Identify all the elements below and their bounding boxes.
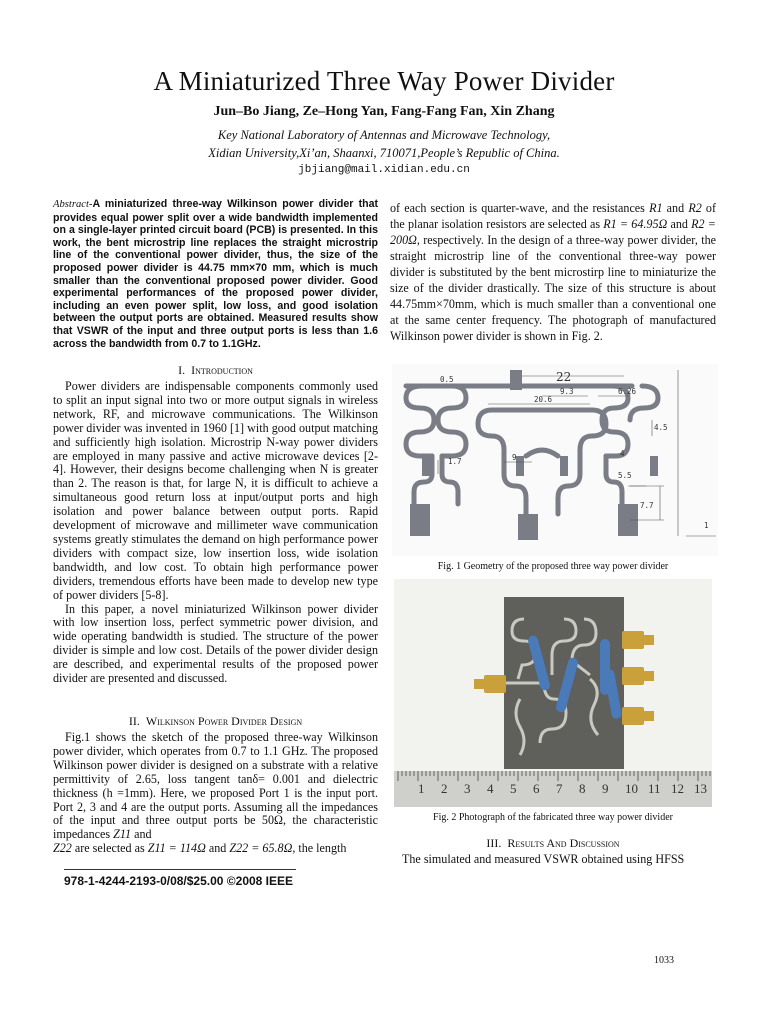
ruler — [394, 777, 712, 799]
r1-value: R1 = 64.95Ω — [603, 217, 668, 231]
section-title: Results And Discussion — [507, 836, 620, 850]
section-heading-design — [53, 714, 378, 729]
design-body — [53, 731, 378, 856]
design-paragraph-1-cont — [53, 842, 378, 856]
right-text-b: of the planar isolation resistors are selected as — [390, 201, 716, 231]
z22-symbol: Z22 — [53, 841, 72, 856]
and-word: and — [134, 827, 152, 842]
results-body — [390, 853, 716, 867]
dim-label: 4.5 — [654, 423, 668, 432]
and-word-2: and — [670, 217, 688, 231]
dim-label: 1 — [704, 521, 709, 530]
right-column-text — [390, 200, 716, 344]
affiliation-line-2: Xidian University,Xi’an, Shaanxi, 710071,People’s Republic of China. — [208, 146, 560, 160]
right-text-a: of each section is quarter-wave, and the resistances — [390, 201, 645, 215]
section-title: Introduction — [191, 363, 253, 377]
ruler-number: 9 — [602, 781, 609, 796]
dim-label: 5.5 — [618, 471, 632, 480]
dim-label: 4 — [620, 449, 625, 458]
dim-label: 6.26 — [618, 387, 637, 396]
page-number: 1033 — [654, 955, 674, 966]
and-word: and — [666, 201, 685, 215]
footer-rule — [64, 869, 296, 870]
section-number: II. — [128, 714, 140, 728]
z22-value: Z22 = 65.8Ω — [229, 841, 293, 856]
design-tail: , the length — [292, 841, 347, 856]
ruler-number: 10 — [625, 781, 638, 796]
section-number: III. — [486, 836, 502, 850]
dim-label: 1.7 — [448, 457, 462, 466]
design-paragraph-1 — [53, 731, 378, 842]
intro-paragraph-2: In this paper, a novel miniaturized Wilkinson power divider with low insertion loss, perfect symmetric power division, and wide operating bandwidth is studied. The structure of the power divider is simple and low cost. Details of the power divider design are described, and experimental results of the proposed power divider are presented and discussed. — [53, 601, 378, 686]
r2-value: R2 = 200Ω — [390, 217, 716, 247]
selected-as: are selected as — [74, 841, 145, 856]
ruler-number: 12 — [671, 781, 684, 796]
z11-symbol: Z11 — [113, 827, 132, 842]
dim-label: 7.7 — [640, 501, 654, 510]
ruler-number: 7 — [556, 781, 563, 796]
figure-2-photograph — [394, 579, 712, 807]
design-text: Fig.1 shows the sketch of the proposed three-way Wilkinson power divider, which operates from 0.7 to 1.1 GHz. The proposed Wilkinson power divider is designed on a substrate with a relative permittivity of 2.65, loss tangent tanδ= 0.001 and dielectric thickness (h =1mm). Here, we proposed Port 1 is the input port. Port 2, 3 and 4 are the output ports. Assuming all the impedances of the input and three output ports be 50Ω, the characteristic impedances — [53, 730, 378, 842]
dim-label: 20.6 — [534, 395, 553, 404]
abstract — [53, 198, 378, 350]
abstract-lead: Abstract- — [53, 199, 93, 210]
authors: Jun–Bo Jiang, Ze–Hong Yan, Fang-Fang Fan, Xin Zhang — [213, 104, 555, 119]
affiliation-line-1: Key National Laboratory of Antennas and Microwave Technology, — [217, 128, 551, 142]
right-paragraph-1 — [390, 200, 716, 344]
paper-title: A Miniaturized Three Way Power Divider — [153, 66, 615, 96]
ieee-copyright: 978-1-4244-2193-0/08/$25.00 ©2008 IEEE — [64, 874, 294, 888]
ruler-number: 8 — [579, 781, 586, 796]
abstract-body: A miniaturized three-way Wilkinson power divider that provides equal power split over a wide bandwidth implemented on a single-layer printed circuit board (PCB) is presented. In this work, the bent microstrip line replaces the straight microstrip line of the conventional power divider, thus, the size of the proposed power divider is 44.75 mm×70 mm, which is much smaller than the conventional proposed power divider. Good experimental performances of the proposed power divider, including an even power split, low loss, and good isolation between the output ports are obtained. Measured results show that VSWR of the input and three output ports is less than 1.6 across the bandwidth from 0.7 to 1.1GHz. — [53, 198, 378, 350]
results-paragraph-1: The simulated and measured VSWR obtained using HFSS — [402, 852, 685, 866]
dim-label: 9 — [512, 453, 517, 462]
section-heading-introduction — [53, 363, 378, 378]
dim-label: 22 — [556, 370, 572, 384]
email: jbjiang@mail.xidian.edu.cn — [298, 164, 470, 176]
and-word-2: and — [208, 841, 227, 856]
r1-symbol: R1 — [649, 201, 663, 215]
section-number: I. — [178, 363, 186, 377]
introduction-body — [53, 380, 378, 686]
ruler-number: 13 — [694, 781, 707, 796]
section-title: Wilkinson Power Divider Design — [145, 714, 303, 728]
r2-symbol: R2 — [688, 201, 702, 215]
ruler-number: 4 — [487, 781, 494, 796]
ruler-number: 1 — [418, 781, 425, 796]
photo-drawing — [394, 579, 712, 807]
ruler-number: 5 — [510, 781, 517, 796]
section-heading-results — [390, 836, 716, 851]
ruler-number: 6 — [533, 781, 540, 796]
right-text-c: , respectively. In the design of a three-way power divider, the straight microstrip line of the conventional three-way power divider is substituted by the bent microstirp line to miniaturize the size of the divider drastically. The size of this structure is about 44.75mm×70mm, which is much smaller than a conventional one at the same center frequency. The photograph of manufactured Wilkinson power divider is shown in Fig. 2. — [390, 233, 716, 343]
ruler-number: 11 — [648, 781, 661, 796]
figure-2-caption: Fig. 2 Photograph of the fabricated three way power divider — [433, 812, 673, 823]
figure-1-caption: Fig. 1 Geometry of the proposed three way power divider — [437, 561, 669, 572]
dim-label: 9.3 — [560, 387, 574, 396]
ruler-number: 3 — [464, 781, 471, 796]
intro-paragraph-1: Power dividers are indispensable components commonly used to split an input signal into two or more output signals in wireless network, RF, and microwave communications. The Wilkinson power divider was invented in 1960 [1] with good output matching and sufficiently high isolation. Microstrip N-way power dividers are employed in many passive and active microwave devices [2-4]. However, their designs become challenging when N is greater than 2. The reason is that, for large N, it is difficult to achieve a simultaneous good return loss at input/output ports and high isolation and power balance between output ports. Rapid development of microwave and millimeter wave communication systems greatly stimulates the demand on high performance power dividers with compact size, low insertion loss, wide isolation bandwidth, and low cost. To obtain high performance power dividers, tremendous efforts have been made to develop new type of power dividers [5-8]. — [53, 379, 378, 602]
ruler-number: 2 — [441, 781, 448, 796]
figure-1-geometry — [392, 364, 718, 556]
dim-label: 0.5 — [440, 375, 454, 384]
z11-value: Z11 = 114Ω — [147, 841, 206, 856]
